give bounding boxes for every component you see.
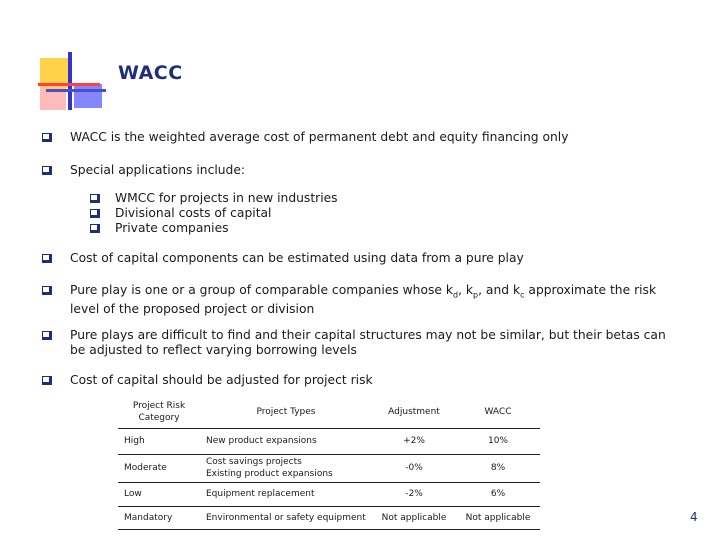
cell-types: New product expansions bbox=[200, 428, 372, 454]
bullet-pure-play-estimate bbox=[42, 251, 670, 266]
checkbox-bullet-icon bbox=[42, 166, 52, 175]
cell-wacc: 10% bbox=[456, 428, 540, 454]
project-risk-table bbox=[118, 397, 540, 530]
bullet-text: Cost of capital should be adjusted for project risk bbox=[70, 373, 373, 387]
checkbox-bullet-icon bbox=[90, 194, 100, 203]
cell-wacc: Not applicable bbox=[456, 506, 540, 529]
slide-title: WACC bbox=[118, 62, 183, 84]
bullet-text: Pure play is one or a group of comparable companies whose $k_d$, $k_p$, and $k_c$ approximate the risk level of the proposed project or division bbox=[70, 283, 657, 317]
checkbox-bullet-icon bbox=[42, 376, 52, 385]
cell-wacc: 8% bbox=[456, 454, 540, 482]
cell-types: Equipment replacement bbox=[200, 482, 372, 506]
logo-red-line bbox=[38, 83, 100, 86]
sub-bullet-private bbox=[90, 221, 229, 236]
cell-category: Low bbox=[118, 482, 200, 506]
cell-wacc: 6% bbox=[456, 482, 540, 506]
bullet-text: WACC is the weighted average cost of permanent debt and equity financing only bbox=[70, 130, 569, 144]
header-adjustment: Adjustment bbox=[372, 397, 456, 428]
cell-adjustment: Not applicable bbox=[372, 506, 456, 529]
bullet-text: Special applications include: bbox=[70, 163, 246, 177]
cell-types: Cost savings projects Existing product expansions bbox=[200, 454, 372, 482]
checkbox-bullet-icon bbox=[42, 254, 52, 263]
table-row bbox=[118, 454, 540, 482]
page-number: 4 bbox=[690, 510, 698, 524]
sub-bullet-divisional bbox=[90, 206, 271, 221]
bullet-wacc-definition bbox=[42, 130, 670, 145]
sub-bullet-text: Divisional costs of capital bbox=[115, 206, 272, 220]
bullet-special-applications bbox=[42, 163, 670, 178]
sub-bullet-text: WMCC for projects in new industries bbox=[115, 191, 338, 205]
cell-adjustment: -2% bbox=[372, 482, 456, 506]
slide-logo bbox=[40, 52, 106, 110]
table-header-row bbox=[118, 397, 540, 428]
logo-vertical-line bbox=[68, 52, 72, 110]
checkbox-bullet-icon bbox=[42, 286, 52, 295]
bullet-text: Pure plays are difficult to find and their capital structures may not be similar, but their betas can be adjusted to reflect varying borrowing levels bbox=[70, 328, 666, 357]
table-row bbox=[118, 506, 540, 529]
cell-category: High bbox=[118, 428, 200, 454]
header-risk-category: Project Risk Category bbox=[118, 397, 200, 428]
cell-category: Mandatory bbox=[118, 506, 200, 529]
logo-blue-square bbox=[74, 84, 102, 108]
table-row bbox=[118, 428, 540, 454]
checkbox-bullet-icon bbox=[90, 209, 100, 218]
checkbox-bullet-icon bbox=[90, 224, 100, 233]
checkbox-bullet-icon bbox=[42, 331, 52, 340]
bullet-pure-play-difficulty bbox=[42, 328, 670, 358]
cell-types: Environmental or safety equipment bbox=[200, 506, 372, 529]
cell-category: Moderate bbox=[118, 454, 200, 482]
header-project-types: Project Types bbox=[200, 397, 372, 428]
header-wacc: WACC bbox=[456, 397, 540, 428]
checkbox-bullet-icon bbox=[42, 133, 52, 142]
logo-blue-line bbox=[46, 89, 106, 92]
bullet-pure-play-definition bbox=[42, 283, 670, 317]
sub-bullet-wmcc bbox=[90, 191, 338, 206]
table-row bbox=[118, 482, 540, 506]
cell-adjustment: -0% bbox=[372, 454, 456, 482]
cell-adjustment: +2% bbox=[372, 428, 456, 454]
bullet-text: Cost of capital components can be estimated using data from a pure play bbox=[70, 251, 524, 265]
bullet-project-risk bbox=[42, 373, 670, 388]
sub-bullet-text: Private companies bbox=[115, 221, 229, 235]
